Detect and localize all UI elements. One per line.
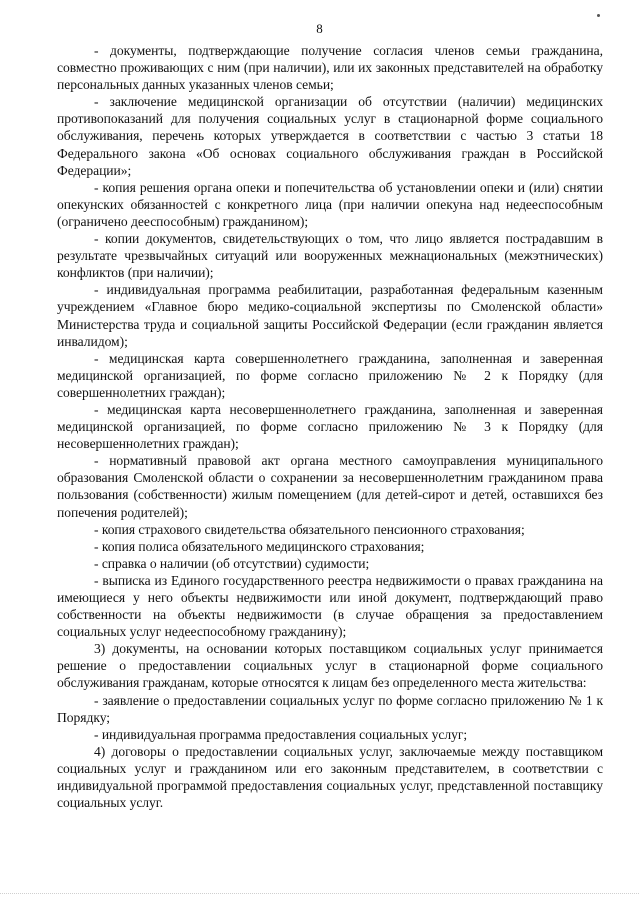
paragraph: - копия страхового свидетельства обязательного пенсионного страхования; [94, 521, 525, 537]
paragraph: - справка о наличии (об отсутствии) судимости; [94, 555, 370, 571]
paragraph: - копия полиса обязательного медицинского страхования; [94, 538, 425, 554]
paragraph: - индивидуальная программа предоставления социальных услуг; [94, 726, 468, 742]
paragraph: - заявление о предоставлении социальных услуг по форме согласно приложению № 1 к Порядку; [57, 692, 603, 725]
paragraph: - нормативный правовой акт органа местного самоуправления муниципального образования Смоленской области о сохранении за несовершеннолетним гражданином права пользования (собственности) жилым помещением (для детей-сирот и детей, оставшихся без попечения родителей); [57, 453, 603, 520]
paragraph: 4) договоры о предоставлении социальных услуг, заключаемые между поставщиком социальных услуг и гражданином или его законным представителем, в соответствии с индивидуальной программой предоставления социальных услуг, представленной поставщику социальных услуг. [57, 743, 603, 811]
scan-bottom-edge [0, 893, 639, 894]
paragraph: - копии документов, свидетельствующих о том, что лицо является пострадавшим в результате чрезвычайных ситуаций или вооруженных межнациональных (межэтнических) конфликтов (при наличии); [57, 231, 603, 281]
paragraph: - копия решения органа опеки и попечительства об установлении опеки и (или) снятии опекунских обязанностей с конкретного лица (при наличии опекуна над недееспособным (ограничено дееспособным) гражданином); [57, 179, 603, 229]
document-body [57, 42, 603, 811]
scan-dot-mark [597, 14, 600, 17]
paragraph: - медицинская карта совершеннолетнего гражданина, заполненная и заверенная медицинской организацией, по форме согласно приложению № 2 к Порядку (для совершеннолетних граждан); [57, 350, 603, 400]
paragraph: - заключение медицинской организации об отсутствии (наличии) медицинских противопоказаний для получения социальных услуг в стационарной форме социального обслуживания, перечень которых утверждается в соответствии с частью 3 статьи 18 Федерального закона «Об основах социального обслуживания граждан в Российской Федерации»; [57, 94, 603, 178]
page-number: 8 [316, 21, 323, 36]
paragraph: 3) документы, на основании которых поставщиком социальных услуг принимается решение о предоставлении социальных услуг в стационарной форме социального обслуживания гражданам, которые относятся к лицам без определенного места жительства: [57, 641, 603, 691]
paragraph: - документы, подтверждающие получение согласия членов семьи гражданина, совместно проживающих с ним (при наличии), или их законных представителей на обработку персональных данных указанных членов семьи; [57, 43, 603, 93]
paragraph: - медицинская карта несовершеннолетнего гражданина, заполненная и заверенная медицинской организацией, по форме согласно приложению № 3 к Порядку (для несовершеннолетних граждан); [57, 401, 603, 452]
paragraph: - индивидуальная программа реабилитации, разработанная федеральным казенным учреждением «Главное бюро медико-социальной экспертизы по Смоленской области» Министерства труда и социальной защиты Российской Федерации (если гражданин является инвалидом); [57, 282, 603, 349]
paragraph: - выписка из Единого государственного реестра недвижимости о правах гражданина на имеющиеся у него объекты недвижимости или иной документ, подтверждающий право собственности на объекты недвижимости (в случае обращения за предоставлением социальных услуг недееспособному гражданину); [57, 572, 603, 640]
